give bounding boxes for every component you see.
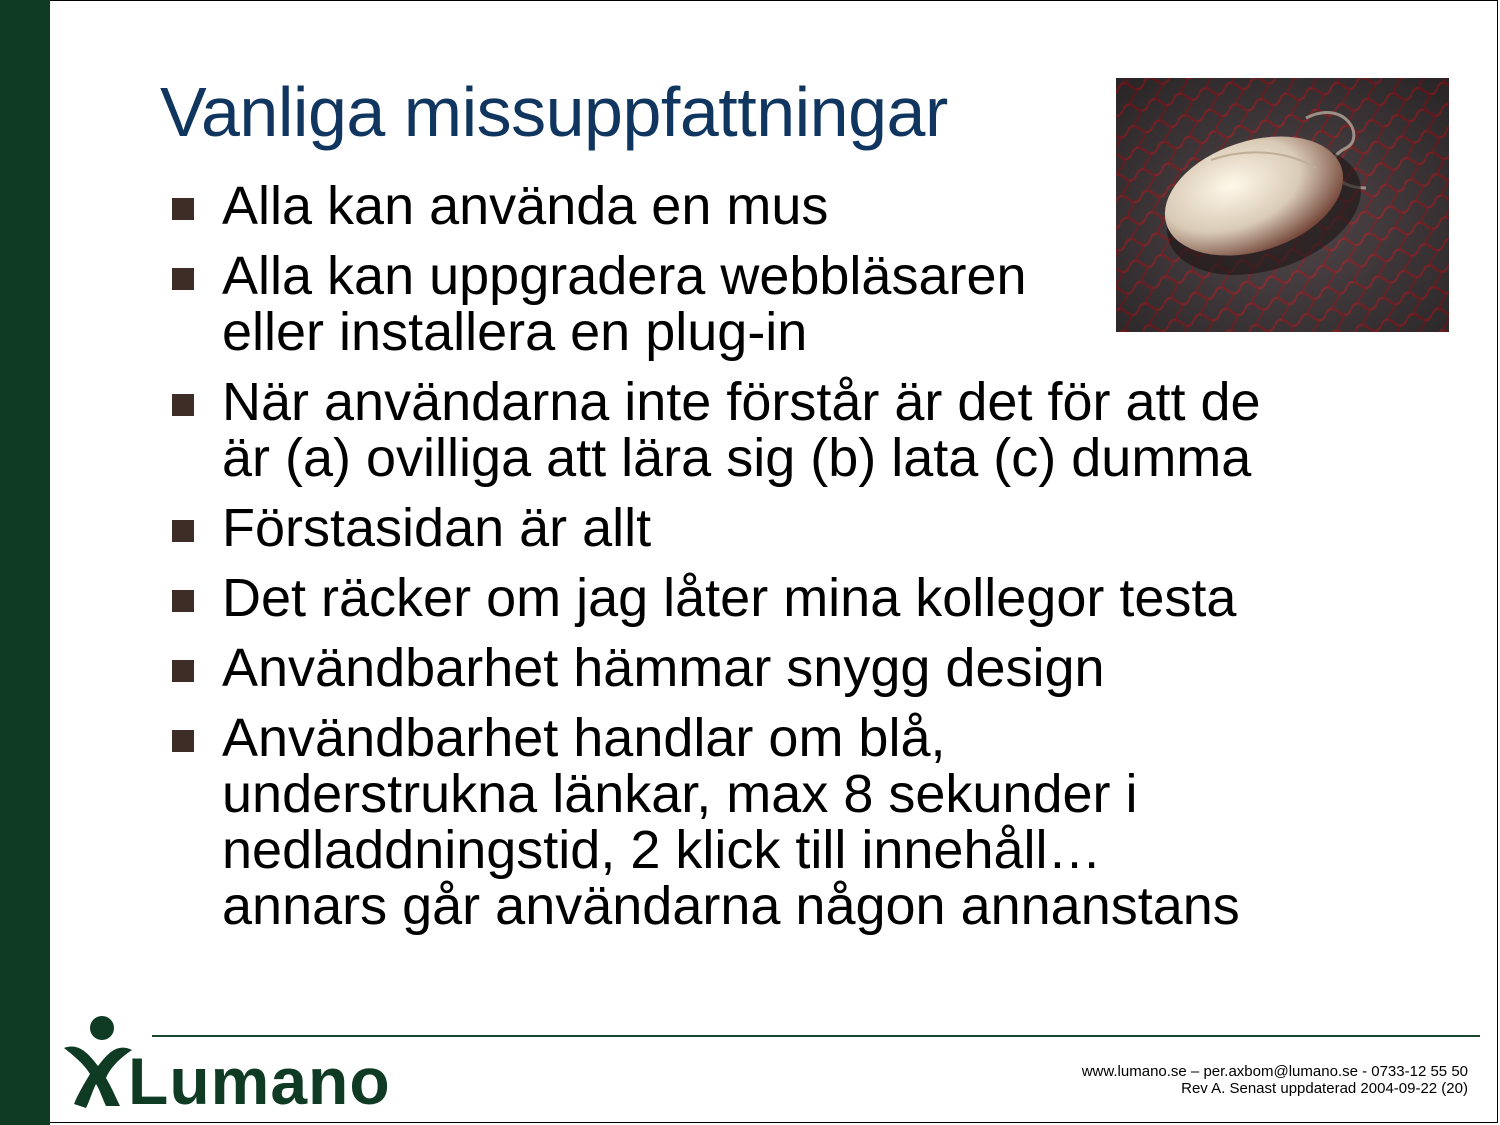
bullet-marker-icon [172, 590, 194, 612]
bullet-marker-icon [172, 268, 194, 290]
bullet-marker-icon [172, 198, 194, 220]
list-item: Användbarhet handlar om blå, understrukna länkar, max 8 sekunder i nedladdningstid, 2 klick till innehåll… annars går användarna någon annanstans [170, 710, 1400, 934]
slide-title: Vanliga missuppfattningar [160, 73, 948, 151]
list-item: Alla kan uppgradera webbläsaren eller installera en plug-in [170, 248, 1400, 360]
sidebar-stripe [0, 0, 50, 1125]
list-item: Det räcker om jag låter mina kollegor testa [170, 570, 1400, 626]
list-item: När användarna inte förstår är det för att de är (a) ovilliga att lära sig (b) lata (c) dumma [170, 374, 1400, 486]
footer-revision: Rev A. Senast uppdaterad 2004-09-22 (20) [1181, 1080, 1468, 1097]
bullet-list [170, 178, 1400, 948]
footer-contact: www.lumano.se – per.axbom@lumano.se - 0733-12 55 50 [1081, 1063, 1468, 1080]
list-item: Alla kan använda en mus [170, 178, 1400, 234]
bullet-marker-icon [172, 660, 194, 682]
bullet-marker-icon [172, 520, 194, 542]
bullet-marker-icon [172, 730, 194, 752]
list-item: Förstasidan är allt [170, 500, 1400, 556]
list-item: Användbarhet hämmar snygg design [170, 640, 1400, 696]
logo-wordmark: Lumano [128, 1044, 391, 1118]
footer-info [1082, 1063, 1468, 1097]
bullet-marker-icon [172, 394, 194, 416]
